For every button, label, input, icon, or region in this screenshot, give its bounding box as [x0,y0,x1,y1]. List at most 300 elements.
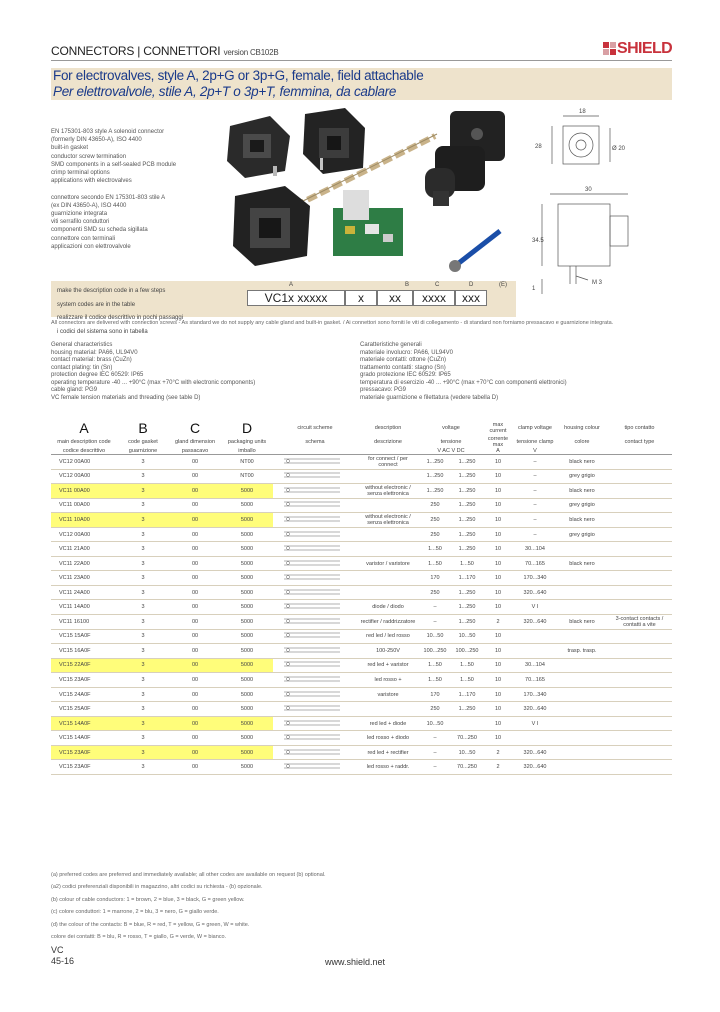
cell-code: VC15 22A0F [51,658,117,673]
cell-packaging: 5000 [221,513,273,528]
cell-clamp: V I [513,716,557,731]
table-row [51,542,672,557]
page-number [51,945,74,967]
cell-voltage-ac: 1...50 [419,542,451,557]
cell-clamp: 30...104 [513,658,557,673]
hdr-current: max current [489,422,507,434]
cell-colour: black nero [557,556,607,571]
cell-colour [557,542,607,557]
cell-gasket: 3 [117,571,169,586]
cell-voltage-dc: 1...250 [451,600,483,615]
dim-diameter: Ø 20 [612,146,626,152]
cell-gasket: 3 [117,615,169,630]
logo-text: SHIELD [617,40,673,57]
cell-voltage-ac: 1...250 [419,469,451,484]
tech-line-it: trattamento contatti: stagno (Sn) [360,364,446,371]
cell-voltage-dc: 1...250 [451,615,483,630]
intro-line-en: built-in gasket [51,145,89,152]
cell-code: VC15 24A0F [51,687,117,702]
footnote-line: (a2) codici preferenziali disponibili in magazzino, altri codici su richiesta - (b) opzionale. [51,884,263,890]
circuit-scheme-icon [280,659,350,669]
section-code: VC [51,945,64,955]
hdr-main-code: main description code [57,439,111,445]
cell-voltage-dc: 1...50 [451,556,483,571]
website-link[interactable]: www.shield.net [325,957,386,967]
cell-packaging: 5000 [221,760,273,775]
circuit-scheme-icon [280,732,350,742]
cell-gasket: 3 [117,760,169,775]
cell-description [357,498,419,513]
table-row [51,702,672,717]
cell-current: 10 [483,498,513,513]
cell-voltage-dc: 1...250 [451,702,483,717]
cell-gasket: 3 [117,745,169,760]
cell-voltage-ac: 10...50 [419,716,451,731]
cell-description [357,542,419,557]
cell-voltage-ac: 10...50 [419,629,451,644]
tech-line-en: operating temperature -40 ... +90°C (max +70°C with electronic components) [51,379,256,386]
banner-line-en: For electrovalves, style A, 2p+G or 3p+G, female, field attachable [53,68,424,83]
code-letter-c: C [435,282,440,288]
table-row [51,469,672,484]
cell-description: red led / led rosso [357,629,419,644]
cell-clamp [513,731,557,746]
cell-clamp: 320...640 [513,615,557,630]
cell-colour [557,585,607,600]
cell-gland: 00 [169,687,221,702]
code-letter-a: A [289,282,294,288]
header-version: version CB102B [223,48,279,57]
cell-packaging: 5000 [221,615,273,630]
table-row [51,527,672,542]
cell-packaging: 5000 [221,484,273,499]
cell-voltage-ac: 170 [419,687,451,702]
cell-colour [557,571,607,586]
sub-clamp: tensione clamp [516,439,554,445]
circuit-scheme-icon [280,761,350,771]
cell-colour [557,731,607,746]
cell-contact [607,760,672,775]
table-row [51,687,672,702]
table-row [51,498,672,513]
table-row [51,455,672,470]
intro-line-en: SMD components in a self-sealed PCB module [51,161,177,168]
screw-photo [449,231,500,272]
cell-circuit [273,760,357,775]
cell-current: 10 [483,629,513,644]
code-part-c: xx [377,290,413,306]
cell-contact [607,484,672,499]
code-part-d: xxxx [413,290,455,306]
cell-gland: 00 [169,673,221,688]
code-part-b: x [345,290,377,306]
cell-code: VC15 16A0F [51,644,117,659]
cell-colour [557,702,607,717]
cell-colour: grey grigio [557,527,607,542]
footnote-line: (c) colore conduttori: 1 = marrone, 2 = blu, 3 = nero, G = giallo verde. [51,909,219,915]
sub-amp-units: A [496,448,500,454]
cell-clamp: 70...165 [513,556,557,571]
cell-gland: 00 [169,469,221,484]
intro-line-en: (formerly DIN 43650-A), ISO 4400 [51,137,142,144]
table-row [51,731,672,746]
spacer [51,185,221,193]
intro-line-it: connettore con terminali [51,235,116,242]
cell-gasket: 3 [117,542,169,557]
circuit-scheme-icon [280,703,350,713]
code-part-e: xxx [455,290,487,306]
cell-contact [607,644,672,659]
footnotes [51,866,671,947]
footnote-line: colore dei contatti: B = blu, R = rosso, T = giallo, G = verde, W = bianco. [51,934,227,940]
cell-clamp: 70...165 [513,673,557,688]
circuit-scheme-icon [280,645,350,655]
cell-clamp: – [513,469,557,484]
cell-contact [607,687,672,702]
table-header-row [51,436,672,448]
cell-gasket: 3 [117,644,169,659]
cell-packaging: 5000 [221,687,273,702]
cell-voltage-ac: 250 [419,513,451,528]
intro-line-en: applications with electrovalves [51,178,132,185]
cell-voltage-dc: 10...50 [451,629,483,644]
cell-code: VC11 10A00 [51,513,117,528]
tech-line-en: contact material: brass (CuZn) [51,357,132,363]
footnote-line: (d) the colour of the contacts: B = blue, R = red, T = yellow, G = green, W = white. [51,921,250,928]
hdr-gland: gland dimension [174,439,216,445]
desc-help-line: i codici del sistema sono in tabella [57,328,148,335]
desc-help-line: system codes are in the table [57,301,136,308]
cell-colour: grey grigio [557,498,607,513]
cell-gland: 00 [169,498,221,513]
cell-gasket: 3 [117,556,169,571]
cell-clamp: – [513,513,557,528]
col-letter-b: B [138,420,148,436]
footnote-line: (b) colour of cable conductors: 1 = brown, 2 = blue, 3 = black, G = green yellow. [51,896,245,903]
circuit-scheme-icon [280,587,350,597]
tech-line-en: cable gland: PG9 [51,387,98,393]
cell-colour [557,687,607,702]
cell-colour [557,716,607,731]
cell-description: led rosso + [357,673,419,688]
cell-current: 10 [483,716,513,731]
cell-description [357,571,419,586]
connector-photo-3 [425,111,505,206]
table-row [51,629,672,644]
cell-voltage-dc: 1...250 [451,542,483,557]
sub-imballo: imballo [238,448,256,454]
cell-gland: 00 [169,571,221,586]
cell-description: diode / diodo [357,600,419,615]
table-letter-row [51,420,672,436]
description-code-help [57,282,183,342]
cell-voltage-ac: 250 [419,585,451,600]
pcb-module-photo [333,190,403,256]
cell-description [357,469,419,484]
cell-colour [557,629,607,644]
sub-corrente: corrente max [487,436,509,448]
cell-circuit [273,731,357,746]
cell-packaging: 5000 [221,571,273,586]
circuit-scheme-icon [280,470,350,480]
cell-current: 10 [483,658,513,673]
cell-gland: 00 [169,644,221,659]
tech-characteristics-it [360,342,660,402]
cell-description [357,702,419,717]
cell-gasket: 3 [117,469,169,484]
cell-gland: 00 [169,629,221,644]
circuit-scheme-icon [280,630,350,640]
cell-contact [607,716,672,731]
cell-voltage-dc: 1...250 [451,498,483,513]
cell-gasket: 3 [117,513,169,528]
cell-code: VC12 00A00 [51,527,117,542]
cell-contact [607,600,672,615]
cell-packaging: 5000 [221,600,273,615]
hdr-circuit: circuit scheme [297,425,333,431]
cell-clamp: – [513,484,557,499]
cell-contact [607,658,672,673]
cell-gasket: 3 [117,673,169,688]
cell-code: VC15 25A0F [51,702,117,717]
cell-gasket: 3 [117,455,169,470]
cell-voltage-ac: 250 [419,498,451,513]
cell-gasket: 3 [117,716,169,731]
tech-line-en: VC female tension materials and threading (see table D) [51,394,201,401]
sub-tensione: tensione [440,439,462,445]
page-code: 45-16 [51,956,75,966]
cell-circuit [273,644,357,659]
cell-current: 10 [483,455,513,470]
cell-current: 2 [483,760,513,775]
cell-circuit [273,469,357,484]
cell-gland: 00 [169,484,221,499]
cell-circuit [273,673,357,688]
tech-line-it: pressacavo: PG9 [360,387,407,393]
table-row [51,571,672,586]
cell-description: red led + varistor [357,658,419,673]
hdr-colour: housing colour [564,425,600,431]
circuit-scheme-icon [280,747,350,757]
intro-line-it: (ex DIN 43650-A), ISO 4400 [51,202,127,209]
cell-packaging: 5000 [221,745,273,760]
product-photos [215,106,525,276]
cell-voltage-ac: 1...50 [419,673,451,688]
connector-photo-2 [303,108,365,174]
cell-packaging: 5000 [221,716,273,731]
cell-packaging: 5000 [221,498,273,513]
tech-line-en: contact plating: tin (Sn) [51,364,113,371]
cell-voltage-ac: – [419,600,451,615]
circuit-scheme-icon [280,674,350,684]
cell-voltage-ac: 1...50 [419,556,451,571]
cell-colour [557,745,607,760]
cell-code: VC12 00A00 [51,469,117,484]
cell-current: 10 [483,673,513,688]
cell-voltage-dc: 1...250 [451,484,483,499]
cell-voltage-dc: 1...250 [451,469,483,484]
cell-contact [607,673,672,688]
cell-current: 10 [483,469,513,484]
hdr-packaging: packaging units [227,439,267,445]
footnote-line: (a) preferred codes are preferred and immediately available; all other codes are available on request (b) optional. [51,871,326,878]
hdr-description: description [374,425,402,431]
col-letter-d: D [241,420,253,436]
cell-description: for connect / per connect [357,455,419,470]
tech-line-it: materiale involucro: PA66, UL94V0 [360,349,453,356]
cell-voltage-ac: 170 [419,571,451,586]
cell-clamp: 320...640 [513,760,557,775]
contact-type-note: 3-contact contacts / contatti a vite [607,615,672,630]
cell-voltage-dc: 1...170 [451,571,483,586]
cell-gland: 00 [169,731,221,746]
cell-packaging: 5000 [221,658,273,673]
cell-circuit [273,615,357,630]
cell-current: 10 [483,585,513,600]
cell-description: varistor / varistore [357,556,419,571]
cell-code: VC15 14A0F [51,716,117,731]
cell-code: VC11 24A00 [51,585,117,600]
cell-contact [607,702,672,717]
cell-circuit [273,571,357,586]
cell-gasket: 3 [117,498,169,513]
cell-current: 10 [483,527,513,542]
cell-circuit [273,513,357,528]
cell-packaging: 5000 [221,731,273,746]
table-row [51,716,672,731]
cell-circuit [273,658,357,673]
cell-colour [557,600,607,615]
cell-voltage-dc: 1...250 [451,455,483,470]
cell-voltage-ac: – [419,760,451,775]
cell-voltage-ac: – [419,731,451,746]
cell-code: VC15 23A0F [51,760,117,775]
cell-gland: 00 [169,585,221,600]
cell-code: VC12 00A00 [51,455,117,470]
intro-line-it: applicazioni con elettrovalvole [51,243,131,250]
intro-text [51,128,221,251]
intro-line-en: EN 175301-803 style A solenoid connector [51,129,165,135]
cell-packaging: 5000 [221,673,273,688]
sub-contact: contact type [624,439,655,445]
table-row [51,585,672,600]
table-row [51,673,672,688]
cell-voltage-dc: 70...250 [451,731,483,746]
cell-code: VC11 22A00 [51,556,117,571]
cell-code: VC15 15A0F [51,629,117,644]
cell-voltage-dc: 1...250 [451,585,483,600]
cell-colour [557,673,607,688]
cell-circuit [273,687,357,702]
cell-voltage-ac: 1...250 [419,455,451,470]
cell-contact [607,585,672,600]
sub-volt-units: V AC V DC [437,448,465,454]
cell-clamp: – [513,455,557,470]
cell-gland: 00 [169,455,221,470]
cell-voltage-ac: – [419,615,451,630]
cell-contact [607,455,672,470]
shield-logo-icon [603,42,617,58]
cell-contact [607,469,672,484]
banner-line-it: Per elettrovalvole, stile A, 2p+T o 3p+T, femmina, da cablare [53,84,397,99]
circuit-scheme-icon [280,499,350,509]
intro-line-it: viti serrafilo conduttori [51,219,110,226]
circuit-scheme-icon [280,616,350,626]
cell-voltage-ac: 1...250 [419,484,451,499]
cell-packaging: 5000 [221,556,273,571]
cell-gland: 00 [169,542,221,557]
cell-contact [607,556,672,571]
cell-packaging: 5000 [221,644,273,659]
header-title-text: CONNECTORS | CONNETTORI [51,44,221,58]
cell-circuit [273,542,357,557]
cell-circuit [273,702,357,717]
cell-voltage-dc: 1...50 [451,658,483,673]
cell-current: 10 [483,731,513,746]
tech-line-en: protection degree IEC 60529: IP65 [51,372,144,378]
circuit-scheme-icon [280,529,350,539]
cell-code: VC11 23A00 [51,571,117,586]
cell-description: without electronic / senza elettronica [357,513,419,528]
cell-voltage-ac: 250 [419,702,451,717]
circuit-scheme-icon [280,718,350,728]
cell-circuit [273,716,357,731]
cell-colour [557,658,607,673]
cell-gland: 00 [169,716,221,731]
table-row [51,600,672,615]
cell-voltage-dc: 1...170 [451,687,483,702]
tech-line-it: grado protezione IEC 60529: IP65 [360,372,451,378]
tech-characteristics-en [51,342,351,402]
cell-description: varistore [357,687,419,702]
cell-colour: black nero [557,513,607,528]
tech-line-it: Caratteristiche generali [360,342,422,348]
cell-gasket: 3 [117,484,169,499]
table-row [51,658,672,673]
cell-packaging: 5000 [221,585,273,600]
circuit-scheme-icon [280,485,350,495]
hdr-clamp: clamp voltage [518,425,552,431]
sub-guarnizione: guarnizione [128,448,158,454]
cell-code: VC11 14A00 [51,600,117,615]
cell-circuit [273,498,357,513]
cell-current: 2 [483,615,513,630]
cell-gasket: 3 [117,687,169,702]
cell-packaging: 5000 [221,527,273,542]
cell-gland: 00 [169,702,221,717]
intro-line-en: crimp terminal options [51,170,110,177]
dim-width: 30 [585,187,592,193]
cell-gasket: 3 [117,629,169,644]
circuit-scheme-icon [280,572,350,582]
cell-voltage-dc [451,716,483,731]
circuit-scheme-icon [280,601,350,611]
connector-photo-1 [227,116,290,178]
code-letter-d: D [469,282,474,288]
cell-gasket: 3 [117,702,169,717]
cell-clamp [513,629,557,644]
sub-colore: colore [574,439,590,445]
cell-clamp: 170...340 [513,687,557,702]
cell-clamp: 320...640 [513,702,557,717]
cell-packaging: NT00 [221,455,273,470]
cell-description: 100-250V [357,644,419,659]
cell-description [357,585,419,600]
cell-code: VC15 23A0F [51,745,117,760]
circuit-scheme-icon [280,689,350,699]
cell-contact [607,731,672,746]
cell-description: without electronic / senza elettronica [357,484,419,499]
